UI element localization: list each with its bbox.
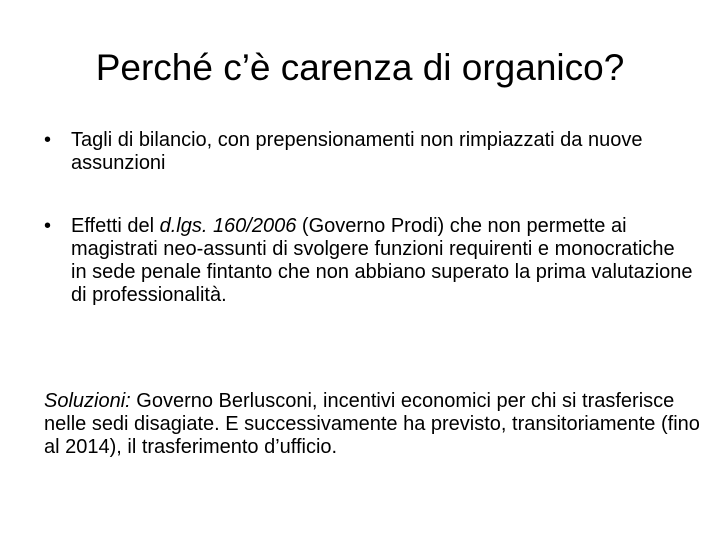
bullet-text-suffix: (Governo Prodi) che non permette ai magistrati neo-assunti di svolgere funzioni requirenti e monocratiche in sede penale fintanto che non abbiano superato la prima valutazione di professionalità. [71,215,693,306]
bullet-text-prefix: Effetti del [71,215,160,237]
bullet-icon: • [44,215,52,237]
bullet-list [44,129,694,307]
bullet-item-decree-effects [44,215,694,307]
solutions-paragraph [44,390,704,459]
bullet-item-budget-cuts [44,129,694,175]
slide-title: Perché c’è carenza di organico? [95,47,625,88]
solutions-label: Soluzioni: [44,390,131,412]
bullet-text: Tagli di bilancio, con prepensionamenti non rimpiazzati da nuove assunzioni [71,129,643,174]
bullet-icon: • [44,129,52,151]
decree-reference: d.lgs. 160/2006 [159,215,297,237]
solutions-text: Governo Berlusconi, incentivi economici per chi si trasferisce nelle sedi disagiate. E successivamente ha previsto, transitoriamente (fino al 2014), il trasferimento d’ufficio. [44,390,700,458]
